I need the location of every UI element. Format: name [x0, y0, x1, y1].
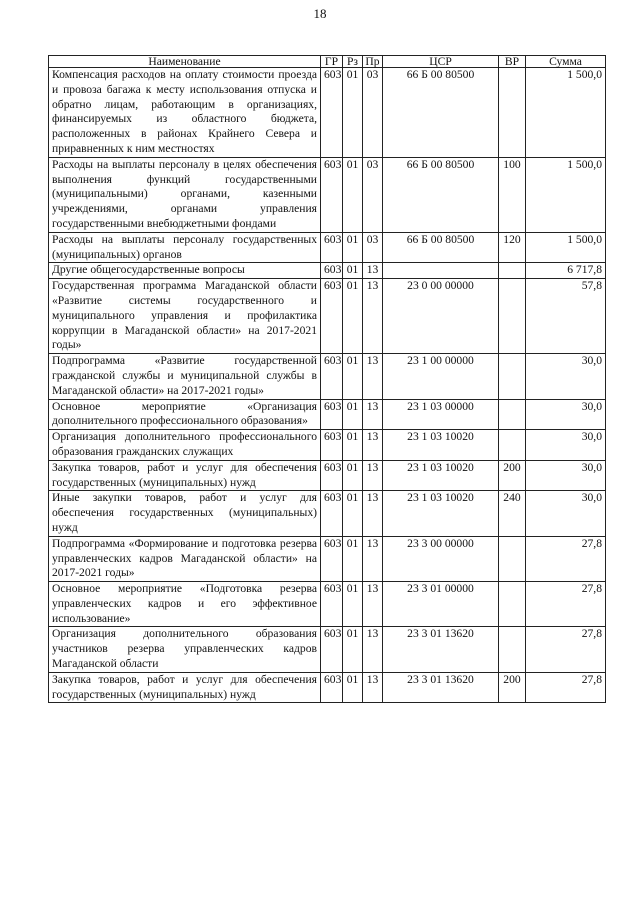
cell-name: Основное мероприятие «Организация дополнительного профессионального образования»: [49, 399, 321, 430]
cell-rz: 01: [343, 232, 363, 263]
cell-pr: 13: [363, 460, 383, 491]
cell-vr: [499, 582, 526, 627]
header-sum: Сумма: [526, 56, 606, 68]
table-row: [49, 672, 606, 703]
header-rz: Рз: [343, 56, 363, 68]
table-row: [49, 627, 606, 672]
table-row: [49, 460, 606, 491]
cell-vr: [499, 263, 526, 279]
table-row: [49, 536, 606, 581]
cell-csr: 23 3 01 00000: [383, 582, 499, 627]
cell-name: Основное мероприятие «Подготовка резерва управленческих кадров и его эффективное использование»: [49, 582, 321, 627]
cell-rz: 01: [343, 582, 363, 627]
cell-gr: 603: [321, 460, 343, 491]
cell-name: Закупка товаров, работ и услуг для обеспечения государственных (муниципальных) нужд: [49, 672, 321, 703]
cell-sum: 30,0: [526, 430, 606, 461]
cell-sum: 30,0: [526, 399, 606, 430]
cell-sum: 27,8: [526, 672, 606, 703]
cell-rz: 01: [343, 354, 363, 399]
cell-gr: 603: [321, 263, 343, 279]
cell-sum: 1 500,0: [526, 157, 606, 232]
cell-name: Подпрограмма «Формирование и подготовка резерва управленческих кадров Магаданской области» на 2017-2021 годы»: [49, 536, 321, 581]
cell-vr: 120: [499, 232, 526, 263]
cell-gr: 603: [321, 157, 343, 232]
cell-name: Расходы на выплаты персоналу государственных (муниципальных) органов: [49, 232, 321, 263]
cell-pr: 13: [363, 536, 383, 581]
cell-rz: 01: [343, 68, 363, 158]
cell-pr: 13: [363, 430, 383, 461]
cell-rz: 01: [343, 399, 363, 430]
cell-gr: 603: [321, 536, 343, 581]
cell-gr: 603: [321, 430, 343, 461]
cell-csr: 23 1 03 10020: [383, 430, 499, 461]
cell-name: Организация дополнительного образования участников резерва управленческих кадров Магаданской области: [49, 627, 321, 672]
cell-rz: 01: [343, 460, 363, 491]
cell-name: Государственная программа Магаданской области «Развитие системы государственного и муниципального управления и профилактика коррупции в Магаданской области» на 2017-2021 годы»: [49, 279, 321, 354]
table-row: [49, 399, 606, 430]
cell-pr: 13: [363, 627, 383, 672]
cell-vr: [499, 399, 526, 430]
cell-name: Расходы на выплаты персоналу в целях обеспечения выполнения функций государственными (муниципальными) органами, казенными учреждениями, органами управления государственными внебюджетными фондами: [49, 157, 321, 232]
cell-gr: 603: [321, 582, 343, 627]
header-name: Наименование: [49, 56, 321, 68]
cell-pr: 13: [363, 279, 383, 354]
cell-pr: 03: [363, 232, 383, 263]
cell-rz: 01: [343, 627, 363, 672]
cell-rz: 01: [343, 672, 363, 703]
table-row: [49, 430, 606, 461]
header-csr: ЦСР: [383, 56, 499, 68]
cell-csr: 66 Б 00 80500: [383, 68, 499, 158]
header-pr: Пр: [363, 56, 383, 68]
cell-sum: 30,0: [526, 491, 606, 536]
budget-table: [48, 55, 606, 703]
cell-gr: 603: [321, 354, 343, 399]
cell-csr: 23 0 00 00000: [383, 279, 499, 354]
table-header-row: [49, 56, 606, 68]
header-gr: ГР: [321, 56, 343, 68]
cell-sum: 30,0: [526, 354, 606, 399]
cell-rz: 01: [343, 157, 363, 232]
page-number: 18: [313, 6, 327, 21]
cell-csr: 23 3 00 00000: [383, 536, 499, 581]
header-vr: ВР: [499, 56, 526, 68]
table-row: [49, 582, 606, 627]
cell-csr: 23 3 01 13620: [383, 672, 499, 703]
cell-gr: 603: [321, 68, 343, 158]
cell-gr: 603: [321, 232, 343, 263]
cell-rz: 01: [343, 536, 363, 581]
cell-pr: 03: [363, 68, 383, 158]
cell-pr: 03: [363, 157, 383, 232]
cell-pr: 13: [363, 354, 383, 399]
cell-name: Иные закупки товаров, работ и услуг для обеспечения государственных (муниципальных) нужд: [49, 491, 321, 536]
cell-name: Организация дополнительного профессионального образования гражданских служащих: [49, 430, 321, 461]
cell-gr: 603: [321, 399, 343, 430]
cell-sum: 1 500,0: [526, 232, 606, 263]
cell-name: Другие общегосударственные вопросы: [49, 263, 321, 279]
table-row: [49, 68, 606, 158]
cell-csr: [383, 263, 499, 279]
cell-rz: 01: [343, 430, 363, 461]
cell-sum: 1 500,0: [526, 68, 606, 158]
table-row: [49, 279, 606, 354]
cell-name: Компенсация расходов на оплату стоимости проезда и провоза багажа к месту использования отпуска и обратно лицам, работающим в организациях, финансируемых из областного бюджета, расположенных в районах Крайнего Севера и приравненных к ним местностях: [49, 68, 321, 158]
cell-pr: 13: [363, 263, 383, 279]
cell-gr: 603: [321, 627, 343, 672]
cell-csr: 23 1 03 10020: [383, 491, 499, 536]
cell-sum: 27,8: [526, 627, 606, 672]
cell-csr: 23 1 03 10020: [383, 460, 499, 491]
cell-rz: 01: [343, 263, 363, 279]
cell-gr: 603: [321, 672, 343, 703]
table-row: [49, 157, 606, 232]
cell-name: Закупка товаров, работ и услуг для обеспечения государственных (муниципальных) нужд: [49, 460, 321, 491]
cell-vr: [499, 430, 526, 461]
cell-csr: 23 3 01 13620: [383, 627, 499, 672]
cell-vr: [499, 68, 526, 158]
cell-sum: 27,8: [526, 582, 606, 627]
cell-csr: 23 1 00 00000: [383, 354, 499, 399]
cell-vr: [499, 354, 526, 399]
cell-vr: 100: [499, 157, 526, 232]
cell-pr: 13: [363, 399, 383, 430]
cell-name: Подпрограмма «Развитие государственной гражданской службы и муниципальной службы в Магаданской области» на 2017-2021 годы»: [49, 354, 321, 399]
cell-pr: 13: [363, 672, 383, 703]
cell-vr: [499, 536, 526, 581]
cell-vr: 240: [499, 491, 526, 536]
cell-csr: 66 Б 00 80500: [383, 157, 499, 232]
cell-sum: 30,0: [526, 460, 606, 491]
cell-gr: 603: [321, 279, 343, 354]
cell-rz: 01: [343, 279, 363, 354]
cell-sum: 6 717,8: [526, 263, 606, 279]
cell-vr: 200: [499, 460, 526, 491]
cell-csr: 23 1 03 00000: [383, 399, 499, 430]
cell-sum: 27,8: [526, 536, 606, 581]
cell-csr: 66 Б 00 80500: [383, 232, 499, 263]
cell-vr: [499, 627, 526, 672]
cell-pr: 13: [363, 582, 383, 627]
cell-sum: 57,8: [526, 279, 606, 354]
cell-vr: [499, 279, 526, 354]
cell-gr: 603: [321, 491, 343, 536]
table-row: [49, 232, 606, 263]
table-row: [49, 354, 606, 399]
table-row: [49, 263, 606, 279]
cell-vr: 200: [499, 672, 526, 703]
cell-rz: 01: [343, 491, 363, 536]
cell-pr: 13: [363, 491, 383, 536]
table-row: [49, 491, 606, 536]
